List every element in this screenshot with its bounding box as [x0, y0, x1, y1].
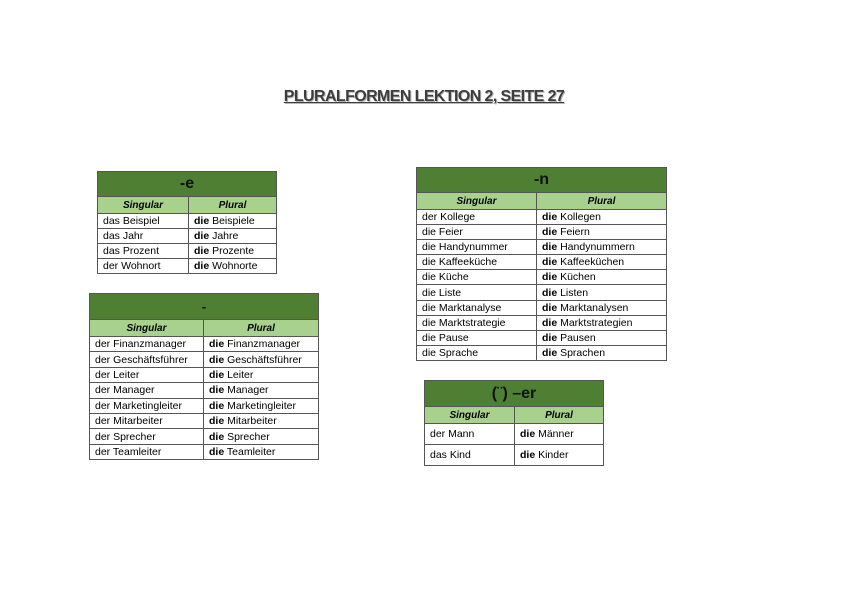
plural-noun: Feiern [560, 226, 590, 239]
plural-article: die [542, 256, 558, 269]
singular-column-header: Singular [417, 193, 537, 210]
singular-cell: das Beispiel [98, 214, 189, 229]
plural-table-e [97, 171, 277, 274]
singular-cell: der Kollege [417, 210, 537, 225]
plural-article: die [542, 286, 558, 299]
plural-cell [537, 330, 667, 345]
table-row [98, 259, 277, 274]
plural-noun: Marktanalysen [560, 301, 629, 314]
ending-header: -n [417, 168, 667, 193]
plural-cell [204, 444, 319, 459]
plural-noun: Jahre [212, 230, 239, 242]
plural-cell [515, 424, 604, 445]
singular-cell: das Jahr [98, 229, 189, 244]
plural-cell [189, 244, 277, 259]
plural-noun: Kinder [538, 449, 569, 461]
plural-article: die [209, 415, 225, 428]
plural-column-header: Plural [515, 407, 604, 424]
plural-article: die [209, 353, 225, 366]
singular-cell: die Liste [417, 285, 537, 300]
plural-article: die [542, 271, 558, 284]
table-row [417, 330, 667, 345]
singular-cell: der Finanzmanager [90, 337, 204, 352]
table-row [90, 337, 319, 352]
plural-noun: Männer [538, 428, 574, 440]
plural-article: die [209, 384, 225, 397]
plural-noun: Pausen [560, 331, 596, 344]
plural-cell [204, 398, 319, 413]
ending-header: - [90, 294, 319, 320]
plural-noun: Beispiele [212, 215, 255, 227]
plural-noun: Küchen [560, 271, 596, 284]
plural-cell [204, 413, 319, 428]
table-row [417, 300, 667, 315]
plural-cell [515, 445, 604, 466]
singular-cell: die Sprache [417, 345, 537, 360]
table-row [90, 413, 319, 428]
table-row [417, 255, 667, 270]
table-row [417, 270, 667, 285]
singular-cell: die Marktanalyse [417, 300, 537, 315]
plural-table-no-ending [89, 293, 319, 460]
plural-article: die [520, 449, 536, 461]
table-row [98, 214, 277, 229]
plural-noun: Listen [560, 286, 589, 299]
singular-column-header: Singular [90, 320, 204, 337]
plural-column-header: Plural [204, 320, 319, 337]
plural-article: die [542, 211, 558, 224]
plural-article: die [209, 430, 225, 443]
table-row [90, 352, 319, 367]
singular-column-header: Singular [425, 407, 515, 424]
singular-cell: die Feier [417, 225, 537, 240]
plural-cell [204, 352, 319, 367]
plural-noun: Wohnorte [212, 260, 258, 272]
table-row [417, 345, 667, 360]
singular-cell: der Geschäftsführer [90, 352, 204, 367]
singular-cell: der Mitarbeiter [90, 413, 204, 428]
plural-noun: Leiter [227, 368, 254, 381]
singular-cell: die Marktstrategie [417, 315, 537, 330]
plural-article: die [542, 331, 558, 344]
singular-cell: der Leiter [90, 367, 204, 382]
table-row [425, 424, 604, 445]
singular-cell: die Küche [417, 270, 537, 285]
plural-cell [204, 429, 319, 444]
plural-article: die [209, 399, 225, 412]
plural-table-n [416, 167, 667, 361]
plural-article: die [542, 301, 558, 314]
plural-noun: Kaffeeküchen [560, 256, 625, 269]
plural-article: die [194, 260, 210, 272]
singular-cell: die Kaffeeküche [417, 255, 537, 270]
ending-header: -e [98, 172, 277, 197]
ending-header: (¨) –er [425, 381, 604, 407]
plural-cell [537, 345, 667, 360]
plural-cell [537, 240, 667, 255]
plural-noun: Marktstrategien [560, 316, 633, 329]
singular-cell: der Manager [90, 383, 204, 398]
table-row [90, 383, 319, 398]
plural-article: die [209, 368, 225, 381]
plural-noun: Kollegen [560, 211, 601, 224]
plural-article: die [542, 346, 558, 359]
plural-cell [537, 225, 667, 240]
plural-noun: Sprachen [560, 346, 606, 359]
plural-article: die [194, 215, 210, 227]
plural-cell [537, 255, 667, 270]
plural-article: die [194, 230, 210, 242]
plural-cell [537, 315, 667, 330]
plural-noun: Mitarbeiter [227, 415, 277, 428]
plural-cell [189, 214, 277, 229]
plural-noun: Prozente [212, 245, 255, 257]
plural-cell [204, 337, 319, 352]
plural-cell [189, 259, 277, 274]
plural-noun: Marketingleiter [227, 399, 296, 412]
plural-cell [537, 270, 667, 285]
plural-noun: Teamleiter [226, 445, 276, 458]
table-row [417, 315, 667, 330]
page-title: PLURALFORMEN LEKTION 2, SEITE 27 [283, 88, 565, 105]
table-row [425, 445, 604, 466]
table-row [90, 367, 319, 382]
singular-cell: der Marketingleiter [90, 398, 204, 413]
singular-cell: der Mann [425, 424, 515, 445]
plural-noun: Manager [227, 384, 269, 397]
plural-cell [204, 383, 319, 398]
plural-article: die [542, 226, 558, 239]
plural-cell [537, 210, 667, 225]
table-row [98, 229, 277, 244]
plural-cell [537, 300, 667, 315]
plural-article: die [209, 445, 225, 458]
plural-article: die [542, 241, 558, 254]
table-row [417, 285, 667, 300]
singular-column-header: Singular [98, 197, 189, 214]
table-row [417, 240, 667, 255]
plural-noun: Finanzmanager [227, 338, 301, 351]
singular-cell: das Prozent [98, 244, 189, 259]
singular-cell: die Handynummer [417, 240, 537, 255]
plural-cell [537, 285, 667, 300]
plural-cell [189, 229, 277, 244]
plural-noun: Geschäftsführer [227, 353, 302, 366]
table-row [90, 398, 319, 413]
plural-column-header: Plural [537, 193, 667, 210]
plural-article: die [520, 428, 536, 440]
plural-noun: Sprecher [227, 430, 270, 443]
plural-article: die [194, 245, 210, 257]
singular-cell: der Sprecher [90, 429, 204, 444]
table-row [98, 244, 277, 259]
plural-cell [204, 367, 319, 382]
singular-cell: die Pause [417, 330, 537, 345]
plural-column-header: Plural [189, 197, 277, 214]
table-row [417, 210, 667, 225]
table-row [90, 429, 319, 444]
plural-article: die [542, 316, 558, 329]
singular-cell: der Teamleiter [90, 444, 204, 459]
singular-cell: das Kind [425, 445, 515, 466]
plural-article: die [209, 338, 225, 351]
table-row [417, 225, 667, 240]
plural-table-umlaut-er [424, 380, 604, 466]
plural-noun: Handynummern [560, 241, 635, 254]
singular-cell: der Wohnort [98, 259, 189, 274]
table-row [90, 444, 319, 459]
